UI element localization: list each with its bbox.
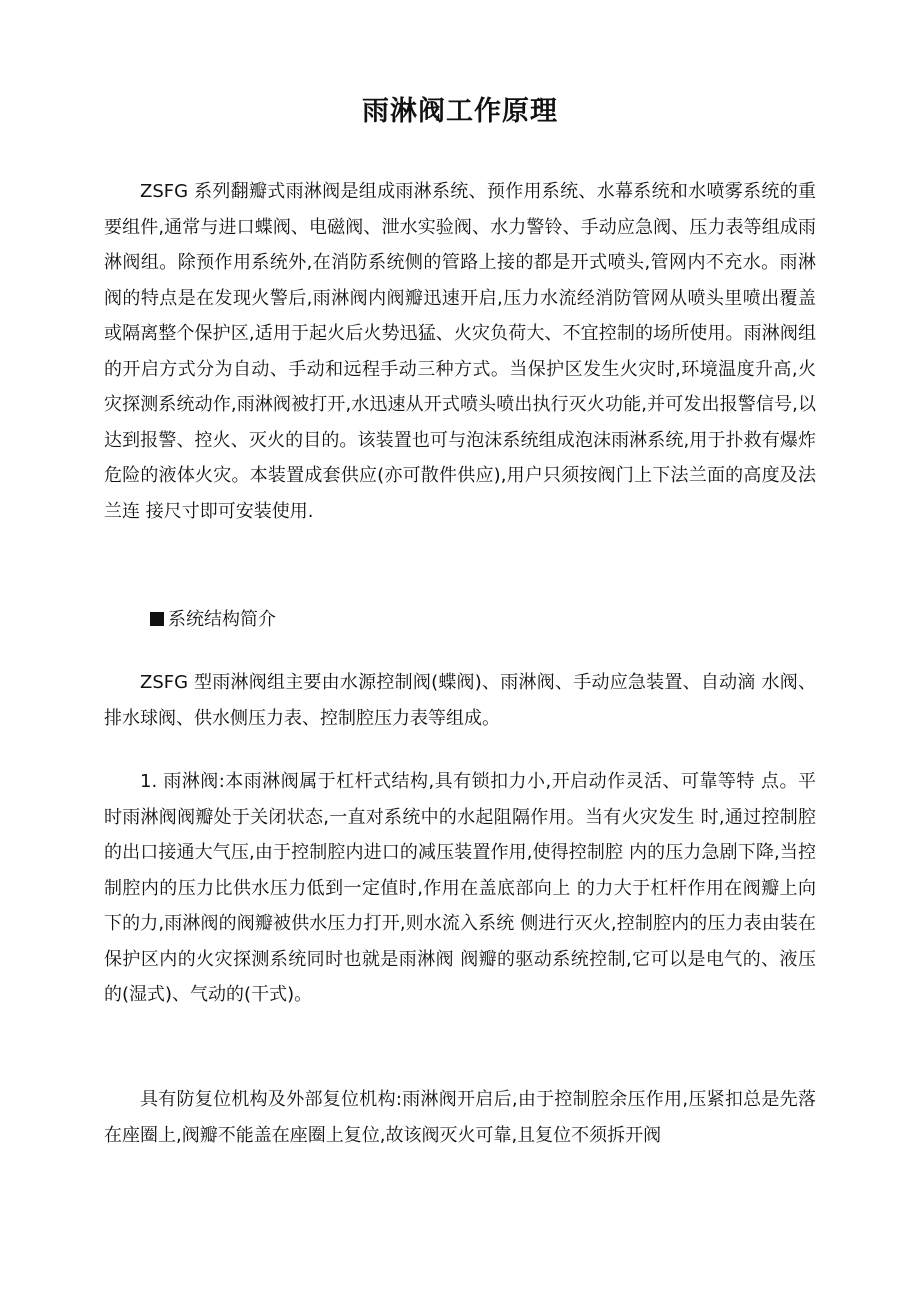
filled-square-icon xyxy=(150,612,164,626)
valve-description-paragraph: 1. 雨淋阀:本雨淋阀属于杠杆式结构,具有锁扣力小,开启动作灵活、可靠等特 点。平时雨淋阀阀瓣处于关闭状态,一直对系统中的水起阻隔作用。当有火灾发生 时,通过控制腔的出口接通大气压,由于控制腔内进口的减压装置作用,使得控制腔 内的压力急剧下降,当控制腔内的压力比供水压力低到一定值时,作用在盖底部向上 的力大于杠杆作用在阀瓣上向下的力,雨淋阀的阀瓣被供水压力打开,则水流入系统 侧进行灭火,控制腔内的压力表由装在保护区内的火灾探测系统同时也就是雨淋阀 阀瓣的驱动系统控制,它可以是电气的、液压的(湿式)、气动的(干式)。 xyxy=(104,771,816,1005)
page-title: 雨淋阀工作原理 xyxy=(362,96,558,127)
intro-paragraph: ZSFG 系列翻瓣式雨淋阀是组成雨淋系统、预作用系统、水幕系统和水喷雾系统的重要组件,通常与进口蝶阀、电磁阀、泄水实验阀、水力警铃、手动应急阀、压力表等组成雨淋阀组。除预作用系统外,在消防系统侧的管路上接的都是开式喷头,管网内不充水。雨淋阀的特点是在发现火警后,雨淋阀内阀瓣迅速开启,压力水流经消防管网从喷头里喷出覆盖或隔离整个保护区,适用于起火后火势迅猛、火灾负荷大、不宜控制的场所使用。雨淋阀组的开启方式分为自动、手动和远程手动三种方式。当保护区发生火灾时,环境温度升高,火灾探测系统动作,雨淋阀被打开,水迅速从开式喷头喷出执行灭火功能,并可发出报警信号,以达到报警、控火、灭火的目的。该装置也可与泡沫系统组成泡沫雨淋系统,用于扑救有爆炸危险的液体火灾。本装置成套供应(亦可散件供应),用户只须按阀门上下法兰面的高度及法兰连 接尺寸即可安装使用. xyxy=(104,181,816,522)
structure-paragraph: ZSFG 型雨淋阀组主要由水源控制阀(蝶阀)、雨淋阀、手动应急装置、自动滴 水阀、排水球阀、供水侧压力表、控制腔压力表等组成。 xyxy=(104,672,816,729)
section-heading xyxy=(150,602,276,637)
reset-mechanism-paragraph: 具有防复位机构及外部复位机构:雨淋阀开启后,由于控制腔余压作用,压紧扣总是先落在座圈上,阀瓣不能盖在座圈上复位,故该阀灭火可靠,且复位不须拆开阀 xyxy=(104,1089,816,1146)
section-heading-text: 系统结构简介 xyxy=(168,609,276,630)
